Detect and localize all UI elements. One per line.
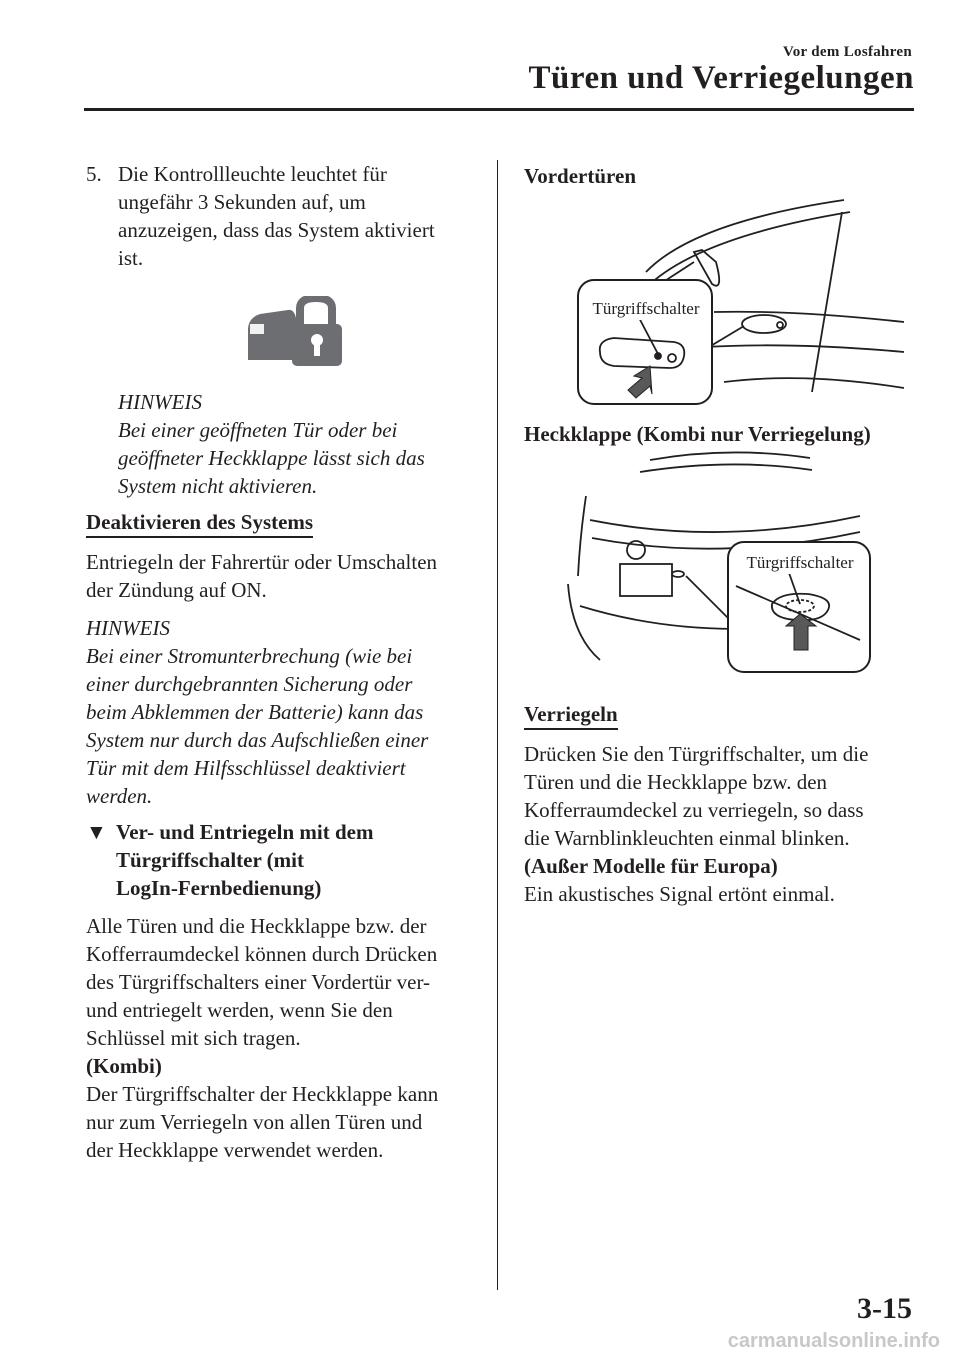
step-5-line-3: anzuzeigen, dass das System aktiviert (118, 218, 435, 242)
figure-1-label: Türgriffschalter (592, 299, 700, 318)
note-2-line-1: Bei einer Stromunterbrechung (wie bei (86, 644, 413, 668)
deactivate-line-1: Entriegeln der Fahrertür oder Umschalten (86, 550, 438, 574)
note-1-line-2: geöffneter Heckklappe lässt sich das (118, 446, 425, 470)
section-heading-line-3: LogIn-Fernbedienung) (116, 876, 322, 900)
note-2-line-6: werden. (86, 784, 153, 808)
note-2-line-4: System nur durch das Aufschließen einer (86, 728, 429, 752)
page-title: Türen und Verriegelungen (528, 60, 914, 96)
body-line-5: Schlüssel mit sich tragen. (86, 1026, 301, 1050)
note-1-line-1: Bei einer geöffneten Tür oder bei (118, 418, 398, 442)
tailgate-figure (560, 446, 876, 678)
body-line-1: Alle Türen und die Heckklappe bzw. der (86, 914, 427, 938)
lock-line-1: Drücken Sie den Türgriffschalter, um die (524, 742, 869, 766)
chapter-label: Vor dem Losfahren (782, 44, 912, 60)
lock-heading: Verriegeln (524, 702, 618, 730)
section-marker-icon: ▼ (86, 820, 107, 844)
body-line-4: und entriegelt werden, wenn Sie den (86, 998, 393, 1022)
step-5-line-2: ungefähr 3 Sekunden auf, um (118, 190, 366, 214)
kombi-label: (Kombi) (86, 1054, 162, 1078)
security-lock-indicator-icon (244, 296, 344, 368)
kombi-line-2: nur zum Verriegeln von allen Türen und (86, 1110, 423, 1134)
body-line-3: des Türgriffschalters einer Vordertür ver- (86, 970, 431, 994)
body-line-2: Kofferraumdeckel können durch Drücken (86, 942, 438, 966)
note-2-line-3: beim Abklemmen der Batterie) kann das (86, 700, 424, 724)
europe-line-1: Ein akustisches Signal ertönt einmal. (524, 882, 835, 906)
deactivate-line-2: der Zündung auf ON. (86, 578, 267, 602)
step-5-line-4: ist. (118, 246, 144, 270)
deactivate-heading: Deaktivieren des Systems (86, 510, 313, 538)
step-5-line-1: Die Kontrollleuchte leuchtet für (118, 162, 387, 186)
note-1-heading: HINWEIS (118, 390, 202, 414)
tailgate-heading: Heckklappe (Kombi nur Verriegelung) (524, 422, 871, 446)
lock-line-2: Türen und die Heckklappe bzw. den (524, 770, 828, 794)
section-heading-line-2: Türgriffschalter (mit (116, 848, 304, 872)
front-door-figure (574, 192, 904, 406)
page-number: 3-15 (857, 1292, 912, 1325)
lock-line-3: Kofferraumdeckel zu verriegeln, so dass (524, 798, 864, 822)
kombi-line-1: Der Türgriffschalter der Heckklappe kann (86, 1082, 439, 1106)
note-2-line-2: einer durchgebrannten Sicherung oder (86, 672, 413, 696)
figure-2-label: Türgriffschalter (746, 553, 854, 572)
step-number: 5. (86, 162, 102, 186)
kombi-line-3: der Heckklappe verwendet werden. (86, 1138, 384, 1162)
note-2-line-5: Tür mit dem Hilfsschlüssel deaktiviert (86, 756, 406, 780)
section-heading-line-1: Ver- und Entriegeln mit dem (116, 820, 374, 844)
header-rule (84, 108, 914, 111)
europe-label: (Außer Modelle für Europa) (524, 854, 778, 878)
front-doors-heading: Vordertüren (524, 164, 636, 188)
note-2-heading: HINWEIS (86, 616, 170, 640)
column-divider (497, 160, 498, 1290)
lock-line-4: die Warnblinkleuchten einmal blinken. (524, 826, 850, 850)
note-1-line-3: System nicht aktivieren. (118, 474, 318, 498)
watermark: carmanualsonline.info (727, 1330, 940, 1352)
